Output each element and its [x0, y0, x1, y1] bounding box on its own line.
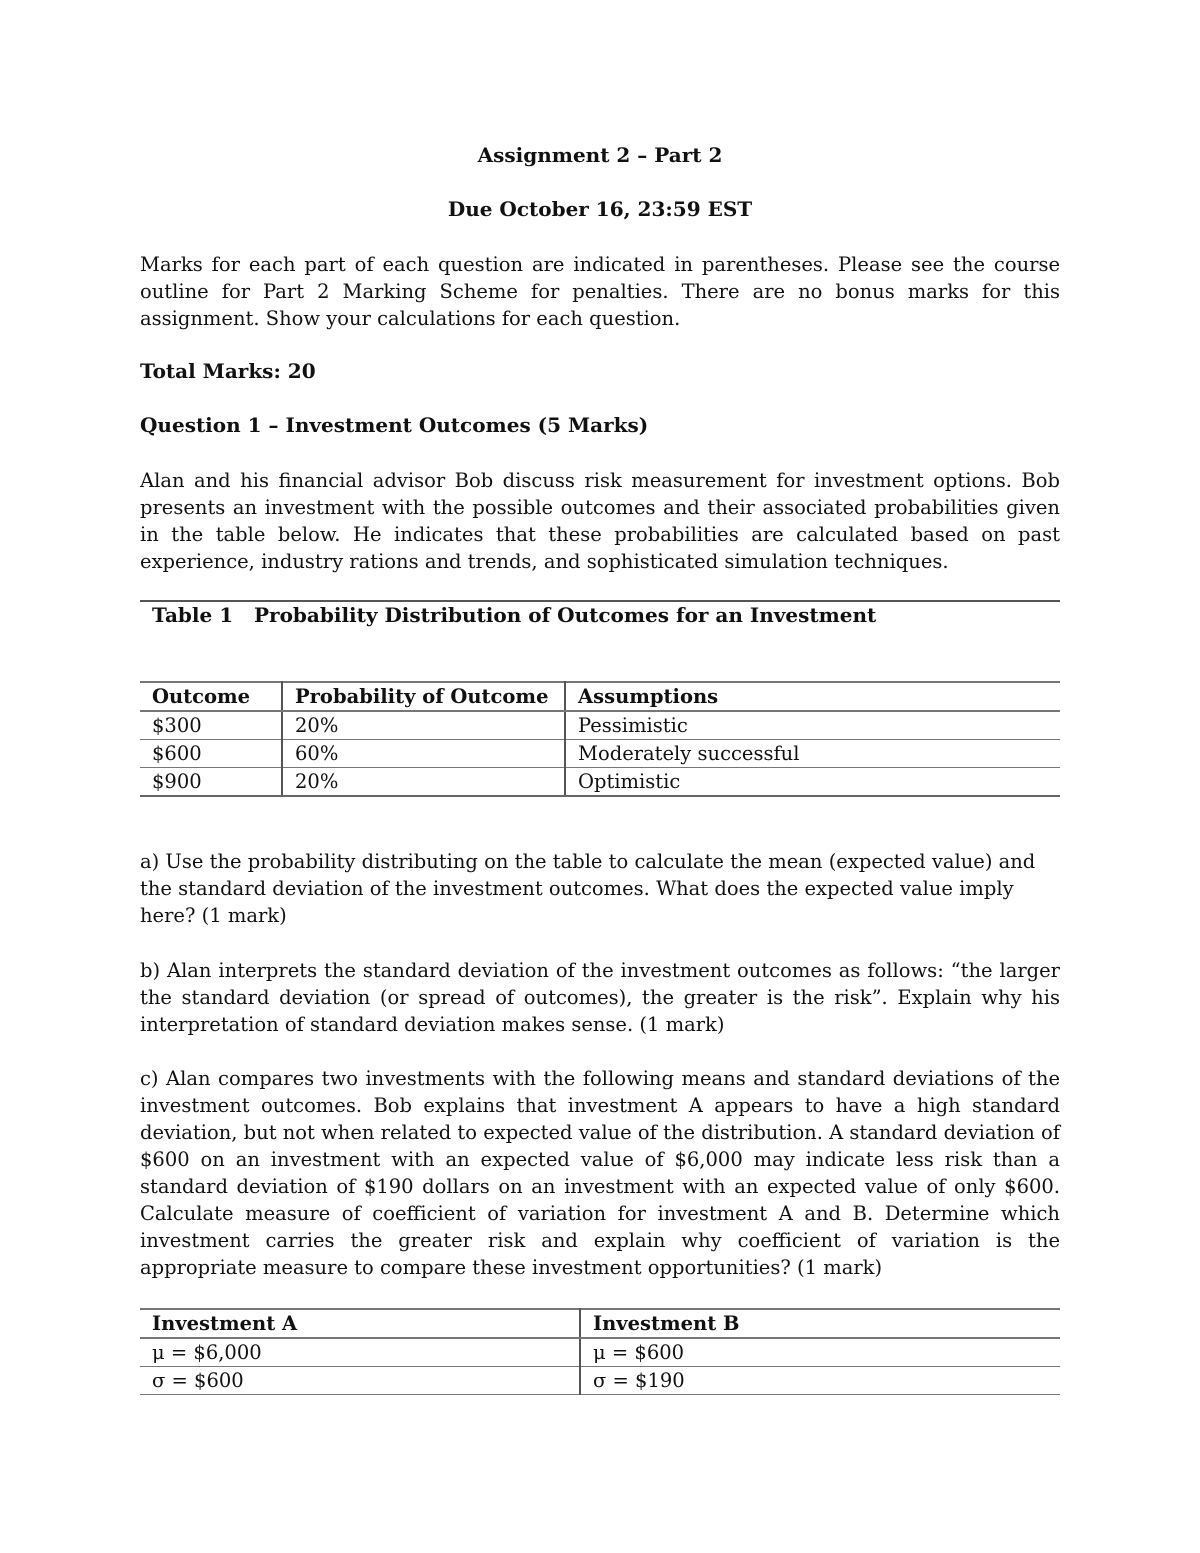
table-row — [140, 711, 1060, 740]
table-header-cell: Probability of Outcome — [282, 682, 565, 711]
table-cell: Moderately successful — [565, 740, 1060, 768]
table-1-caption: Table 1 Probability Distribution of Outcomes for an Investment — [152, 603, 877, 627]
table-row — [140, 1367, 1060, 1395]
table-cell: μ = $6,000 — [140, 1338, 580, 1367]
table-cell: $900 — [140, 768, 282, 797]
total-marks: Total Marks: 20 — [140, 359, 316, 383]
table-header-cell: Assumptions — [565, 682, 1060, 711]
table-header-cell: Investment B — [580, 1309, 1060, 1338]
table-row — [140, 768, 1060, 797]
table-cell: 60% — [282, 740, 565, 768]
table-cell: μ = $600 — [580, 1338, 1060, 1367]
table-row — [140, 1338, 1060, 1367]
part-b: b) Alan interprets the standard deviation of the investment outcomes as follows: “the larger the standard deviation (or spread of outcomes), the greater is the risk”. Explain why his interpretation of standard deviation makes sense. (1 mark) — [140, 959, 1060, 1036]
table-cell: Pessimistic — [565, 711, 1060, 740]
table-1-top-rule — [140, 600, 1060, 602]
table-cell: 20% — [282, 711, 565, 740]
table-cell: σ = $190 — [580, 1367, 1060, 1395]
table-cell: $600 — [140, 740, 282, 768]
table-cell: Optimistic — [565, 768, 1060, 797]
table-header-cell: Outcome — [140, 682, 282, 711]
question-1-body: Alan and his financial advisor Bob discuss risk measurement for investment options. Bob presents an investment with the possible outcomes and their associated probabilities given in the table below. He indicates that these probabilities are calculated based on past experience, industry rations and trends, and sophisticated simulation techniques. — [140, 469, 1060, 573]
due-date: Due October 16, 23:59 EST — [447, 197, 753, 221]
part-a: a) Use the probability distributing on the table to calculate the mean (expected value) and the standard deviation of the investment outcomes. What does the expected value imply here? (1 mark) — [140, 850, 1036, 927]
table-1 — [140, 681, 1060, 797]
table-header-cell: Investment A — [140, 1309, 580, 1338]
table-cell: σ = $600 — [140, 1367, 580, 1395]
question-1-heading: Question 1 – Investment Outcomes (5 Marks) — [140, 413, 649, 437]
page-title: Assignment 2 – Part 2 — [477, 143, 723, 167]
part-c: c) Alan compares two investments with the following means and standard deviations of the investment outcomes. Bob explains that investment A appears to have a high standard deviation, but not when related to expected value of the distribution. A standard deviation of $600 on an investment with an expected value of $6,000 may indicate less risk than a standard deviation of $190 dollars on an investment with an expected value of only $600. Calculate measure of coefficient of variation for investment A and B. Determine which investment carries the greater risk and explain why coefficient of variation is the appropriate measure to compare these investment opportunities? (1 mark) — [140, 1067, 1060, 1279]
table-2-header-row — [140, 1309, 1060, 1338]
intro-paragraph: Marks for each part of each question are indicated in parentheses. Please see the course outline for Part 2 Marking Scheme for penalties. There are no bonus marks for this assignment. Show your calculations for each question. — [140, 253, 1060, 330]
table-cell: $300 — [140, 711, 282, 740]
table-row — [140, 740, 1060, 768]
table-2 — [140, 1308, 1060, 1395]
table-cell: 20% — [282, 768, 565, 797]
table-1-header-row — [140, 682, 1060, 711]
